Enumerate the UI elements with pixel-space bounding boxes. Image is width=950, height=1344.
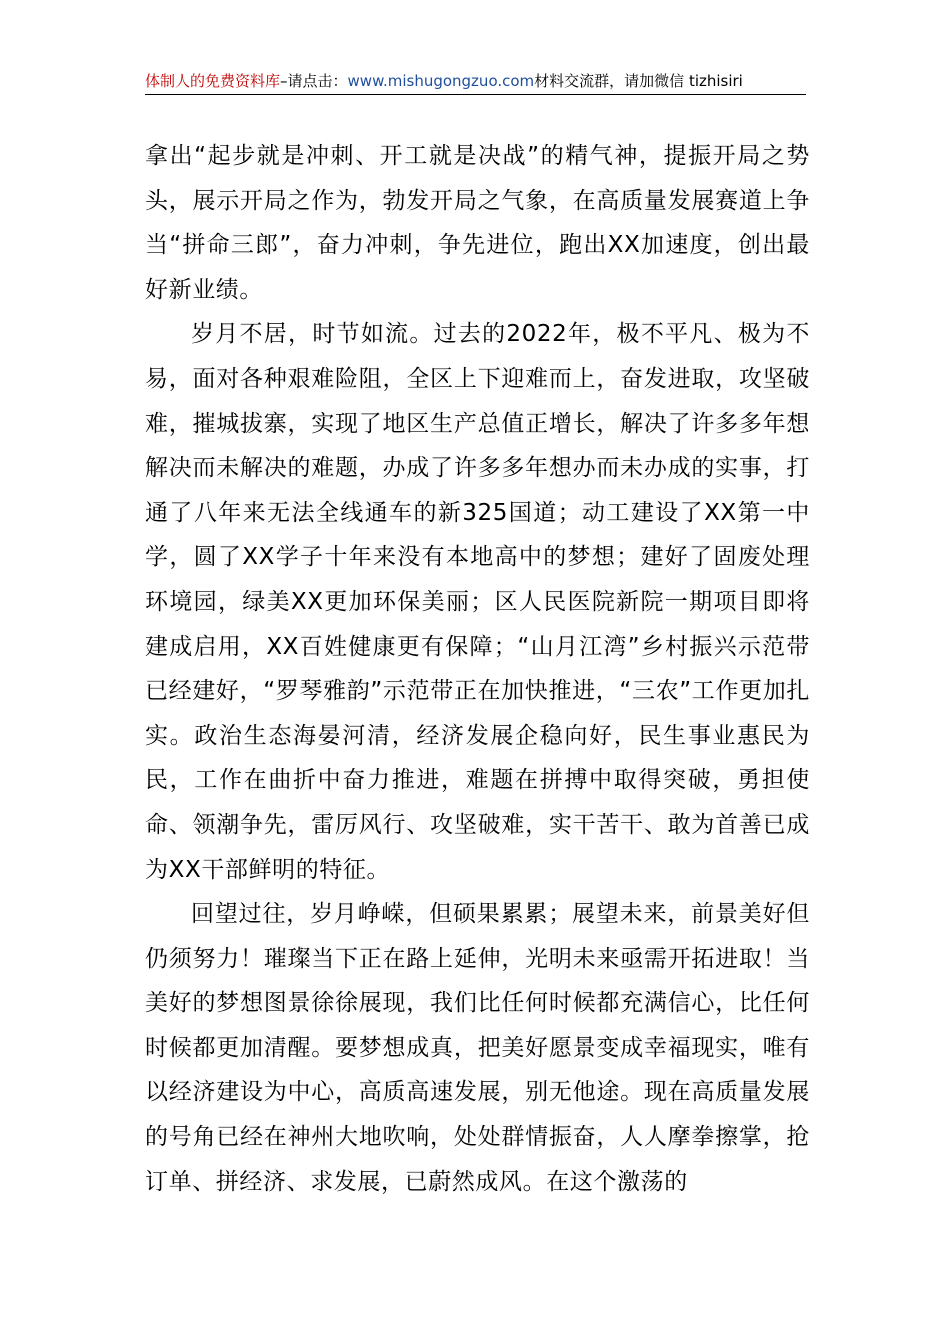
header-contact-note: 材料交流群，请加微信 tizhisiri [534,72,743,90]
paragraph-3: 回望过往，岁月峥嵘，但硕果累累；展望未来，前景美好但仍须努力！璀璨当下正在路上延伸，光明未来亟需开拓进取！当美好的梦想图景徐徐展现，我们比任何时候都充满信心，比任何时候都更加清醒。要梦想成真，把美好愿景变成幸福现实，唯有以经济建设为中心，高质高速发展，别无他途。现在高质量发展的号角已经在神州大地吹响，处处群情振奋，人人摩拳擦掌，抢订单、拼经济、求发展，已蔚然成风。在这个激荡的 [145,901,810,1195]
paragraph-2: 岁月不居，时节如流。过去的2022年，极不平凡、极为不易，面对各种艰难险阻，全区上下迎难而上，奋发进取，攻坚破难，摧城拔寨，实现了地区生产总值正增长，解决了许多多年想解决而未解决的难题，办成了许多多年想办而未办成的实事，打通了八年来无法全线通车的新325国道；动工建设了XX第一中学，圆了XX学子十年来没有本地高中的梦想；建好了固废处理环境园，绿美XX更加环保美丽；区人民医院新院一期项目即将建成启用，XX百姓健康更有保障；“山月江湾”乡村振兴示范带已经建好，“罗琴雅韵”示范带正在加快推进，“三农”工作更加扎实。政治生态海晏河清，经济发展企稳向好，民生事业惠民为民，工作在曲折中奋力推进，难题在拼搏中取得突破，勇担使命、领潮争先，雷厉风行、攻坚破难，实干苦干、敢为首善已成为XX干部鲜明的特征。 [145,321,810,883]
header-url-link[interactable]: www.mishugongzuo.com [347,72,535,90]
page-header [145,68,806,95]
paragraph-1: 拿出“起步就是冲刺、开工就是决战”的精气神，提振开局之势头，展示开局之作为，勃发开局之气象，在高质量发展赛道上争当“拼命三郎”，奋力冲刺，争先进位，跑出XX加速度，创出最好新业绩。 [145,143,810,303]
header-click-prompt: –请点击： [280,72,348,90]
document-body [145,134,810,1204]
header-brand: 体制人的免费资料库 [145,72,281,90]
